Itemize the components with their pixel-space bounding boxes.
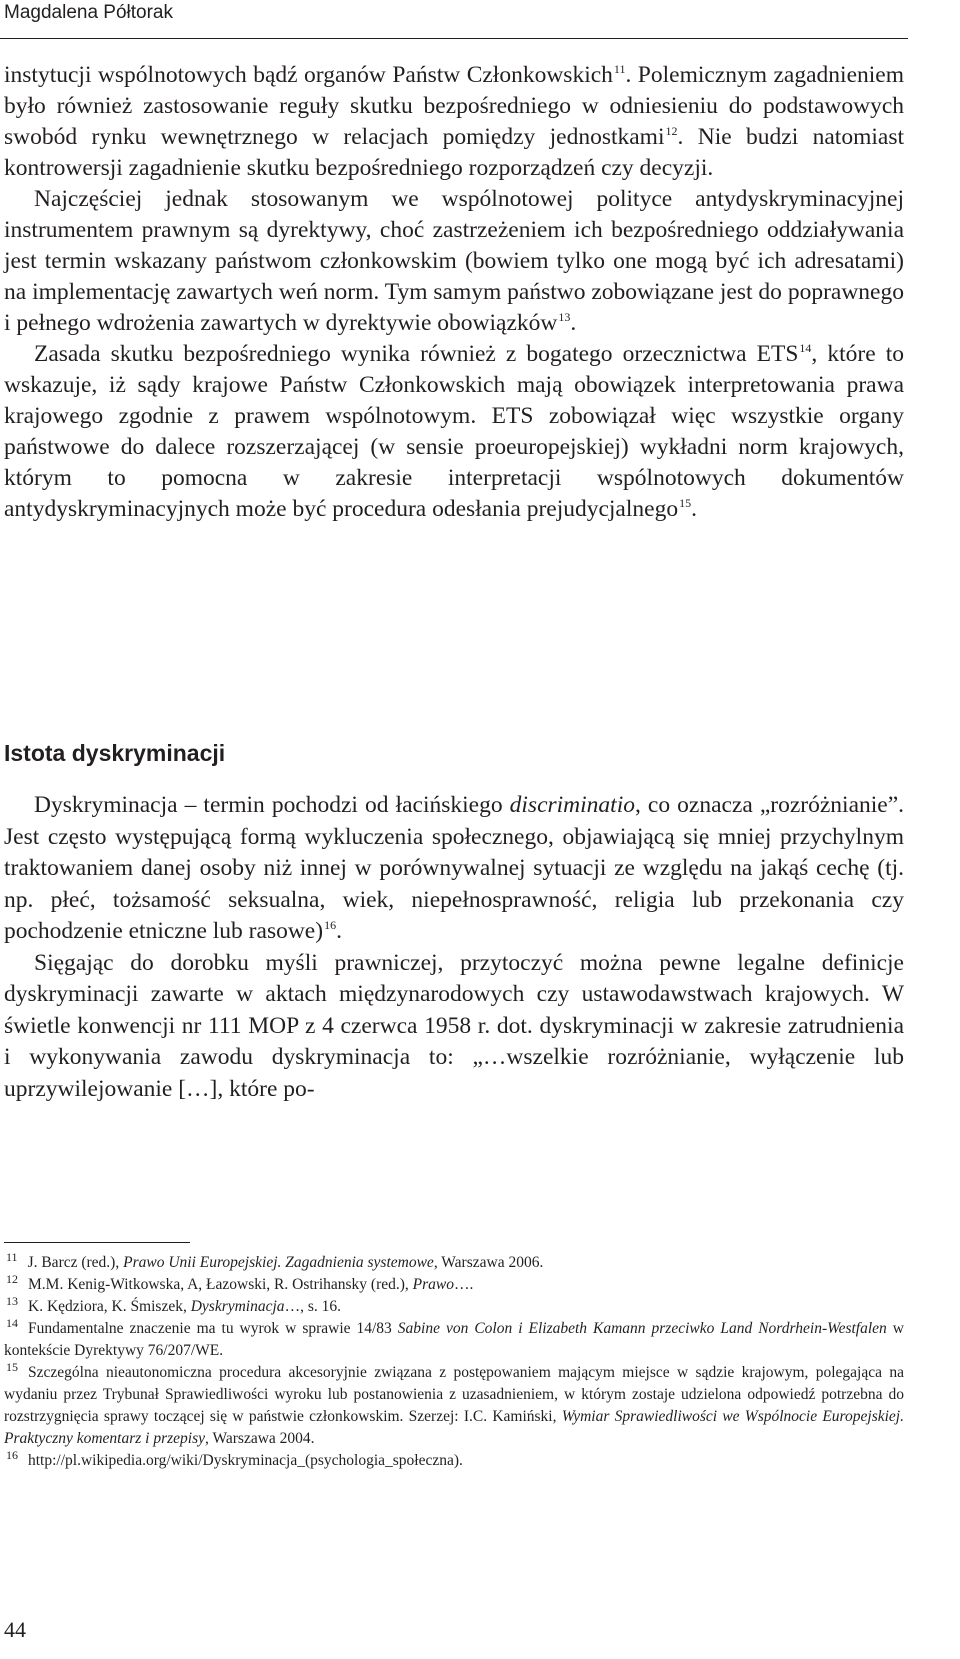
p1-text-b: . Polemicznym zagadnieniem było również zastosowanie reguły skutku bezpośredniego w odniesieniu do podstawowych swobód rynku wewnętrznego w relacjach pomiędzy jednostkami	[4, 62, 904, 150]
footnote-number: 13	[6, 1294, 18, 1308]
footnote-text: Szczególna nieautonomiczna procedura akcesoryjnie związana z postępowaniem mającym miejsce w sądzie krajowym, polegająca na wydaniu przez Trybunał Sprawiedliwości wyroku lub postanowienia z uzasadnieniem, w którym zostaje udzielona odpowiedź potrzebna do rozstrzygnięcia sprawy toczącej się w państwie członkowskim. Szerzej: I.C. Kamiński,	[4, 1364, 904, 1425]
p3-text-b: , które to wskazuje, iż sądy krajowe Państw Członkowskich mają obowiązek interpretowania prawa krajowego zgodnie z prawem wspólnotowym. ETS zobowiązał więc wszystkie organy państwowe do dalece rozszerzającej (w sensie proeuropejskiej) wykładni norm krajowych, którym to pomocna w zakresie interpretacji wspólnotowych dokumentów antydyskryminacyjnych może być procedura odesłania prejudycjalnego	[4, 341, 904, 522]
footnote-number: 15	[6, 1360, 18, 1374]
header-rule	[0, 38, 908, 39]
paragraph-2	[4, 184, 904, 339]
footnote-ref-16[interactable]: 16	[324, 918, 337, 932]
paragraph-4	[4, 790, 904, 948]
footnote-14	[4, 1318, 904, 1362]
p5-text: Sięgając do dorobku myśli prawniczej, przytoczyć można pewne legalne definicje dyskryminacji zawarte w aktach międzynarodowych czy ustawodawstwach krajowych. W świetle konwencji nr 111 MOP z 4 czerwca 1958 r. dot. dyskryminacji w zakresie zatrudnienia i wykonywania zawodu dyskryminacja to: „…wszelkie rozróżnianie, wyłączenie lub uprzywilejowanie […], które po-	[4, 949, 904, 1102]
footnote-text: K. Kędziora, K. Śmiszek,	[28, 1298, 191, 1315]
footnote-italic: Prawo	[412, 1276, 455, 1293]
footnote-11	[4, 1252, 904, 1274]
body-text	[4, 60, 904, 525]
footnote-text-b: ….	[454, 1276, 474, 1293]
running-head: Magdalena Półtorak	[4, 2, 173, 23]
footnote-ref-11[interactable]: 11	[613, 62, 626, 76]
footnotes	[4, 1252, 904, 1472]
paragraph-5	[4, 948, 904, 1106]
footnote-italic: Dyskryminacja	[190, 1298, 285, 1315]
footnote-text-b: , Warszawa 2006.	[433, 1254, 544, 1271]
p4-text-b: , co oznacza „rozróżnianie”. Jest często występującą formą wykluczenia społecznego, objawiającą się mniej przychylnym traktowaniem danej osoby niż innej w porównywalnej sytuacji ze względu na jakąś cechę (tj. np. płeć, tożsamość seksualna, wiek, niepełnosprawność, religia lub przekonania czy pochodzenie etniczne lub rasowe)	[4, 792, 905, 944]
footnote-italic: Prawo Unii Europejskiej. Zagadnienia systemowe	[123, 1254, 434, 1271]
footnote-16	[4, 1450, 904, 1472]
footnote-italic: Wymiar Sprawiedliwości we Wspólnocie Europejskiej. Praktyczny komentarz i przepisy	[4, 1408, 904, 1447]
footnote-number: 12	[6, 1272, 18, 1286]
footnote-ref-13[interactable]: 13	[558, 310, 571, 324]
p1-text-c: . Nie budzi natomiast kontrowersji zagadnienie skutku bezpośredniego rozporządzeń czy decyzji.	[4, 124, 905, 181]
paragraph-3	[4, 339, 904, 525]
p2-text: Najczęściej jednak stosowanym we wspólnotowej polityce antydyskryminacyjnej instrumentem prawnym są dyrektywy, choć zastrzeżeniem ich bezpośredniego oddziaływania jest termin wskazany państwom członkowskim (bowiem tylko one mogą być ich adresatami) na implementację zawartych weń norm. Tym samym państwo zobowiązane jest do poprawnego i pełnego wdrożenia zawartych w dyrektywie obowiązków	[4, 186, 904, 336]
footnote-text: J. Barcz (red.),	[27, 1254, 124, 1271]
footnote-ref-14[interactable]: 14	[799, 341, 812, 355]
p4-text: Dyskryminacja – termin pochodzi od łacińskiego	[34, 792, 510, 818]
page-number: 44	[4, 1617, 26, 1642]
footnote-rule	[4, 1242, 190, 1243]
footnote-number: 14	[6, 1316, 18, 1330]
footnote-ref-15[interactable]: 15	[679, 496, 692, 510]
footnote-text: Fundamentalne znaczenie ma tu wyrok w sprawie 14/83	[28, 1320, 398, 1337]
p2-text-b: .	[570, 310, 577, 336]
p1-text: instytucji wspólnotowych bądź organów Państw Członkowskich	[4, 62, 613, 88]
footnote-13	[4, 1296, 904, 1318]
footnote-number: 16	[6, 1448, 18, 1462]
footnote-15	[4, 1362, 904, 1450]
p4-text-c: .	[336, 918, 342, 944]
footnote-text-b: , Warszawa 2004.	[205, 1430, 315, 1447]
paragraph-1	[4, 60, 904, 184]
p3-text-c: .	[691, 496, 697, 522]
footnote-italic: Sabine von Colon i Elizabeth Kamann przeciwko Land Nordrhein-Westfalen	[397, 1320, 887, 1337]
footnote-text: M.M. Kenig-Witkowska, A, Łazowski, R. Ostrihansky (red.),	[28, 1276, 413, 1293]
p4-italic-term: discriminatio	[509, 792, 635, 818]
section-heading: Istota dyskryminacji	[4, 740, 226, 766]
section-body	[4, 790, 904, 1105]
footnote-12	[4, 1274, 904, 1296]
footnote-number: 11	[6, 1250, 18, 1264]
footnote-text-b: …, s. 16.	[284, 1298, 341, 1315]
footnote-ref-12[interactable]: 12	[665, 124, 678, 138]
footnote-text-b: w kontekście Dyrektywy 76/207/WE.	[4, 1320, 904, 1359]
p3-text: Zasada skutku bezpośredniego wynika również z bogatego orzecznictwa ETS	[34, 341, 799, 367]
footnote-link[interactable]: http://pl.wikipedia.org/wiki/Dyskryminacja_(psychologia_społeczna).	[28, 1452, 463, 1469]
